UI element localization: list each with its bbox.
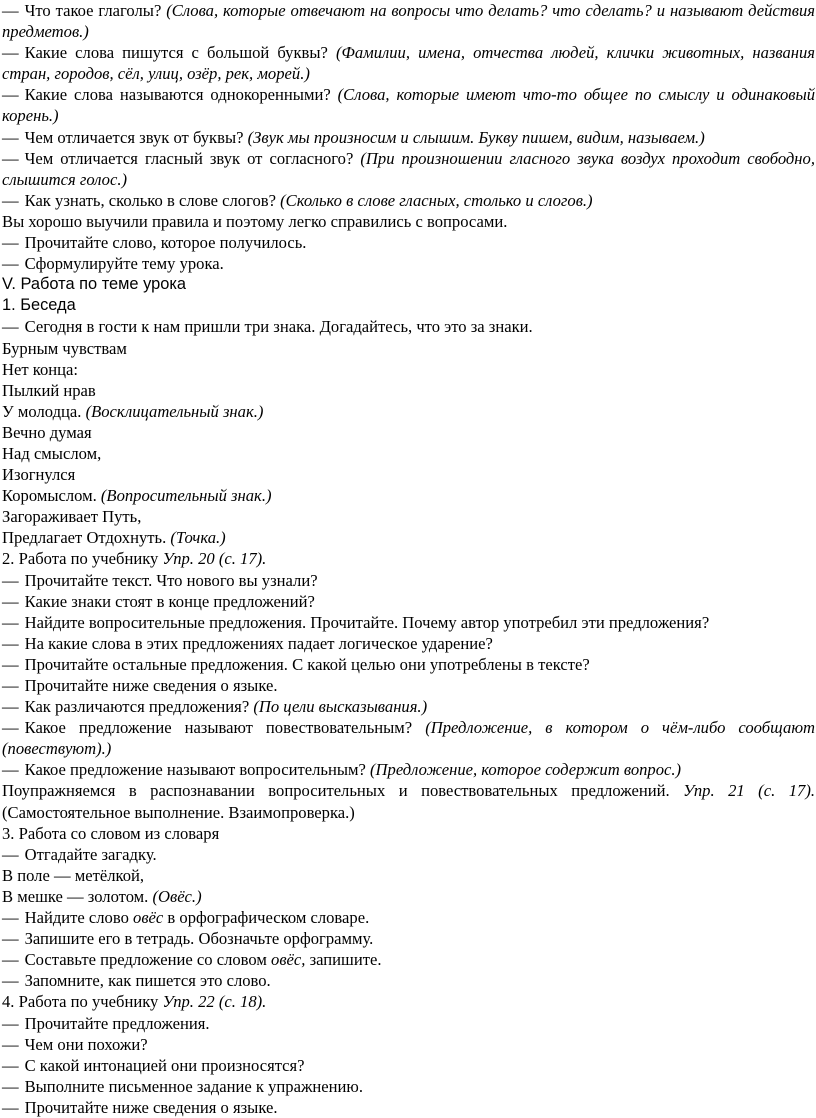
item-text: запишите. — [309, 950, 382, 970]
dash: — — [2, 1, 19, 20]
list-item — [2, 232, 815, 253]
list-item — [2, 612, 815, 633]
riddle-line — [2, 401, 815, 422]
dash: — — [2, 85, 19, 105]
dash: — — [2, 1034, 19, 1054]
subsection-heading — [2, 991, 815, 1012]
highlight-word: овёс — [133, 908, 164, 928]
qa-item — [2, 717, 815, 759]
question: Как узнать, сколько в слове слогов? — [24, 190, 276, 210]
riddle-answer: (Точка.) — [170, 528, 226, 548]
dash: — — [2, 127, 19, 147]
praise-text: Вы хорошо выучили правила и поэтому легко справились с вопросами. — [2, 211, 508, 231]
list-item — [2, 675, 815, 696]
list-item — [2, 928, 815, 949]
riddle-text: У молодца. — [2, 401, 82, 421]
list-item — [2, 570, 815, 591]
item-text: Прочитайте ниже сведения о языке. — [24, 676, 278, 695]
answer: (Предложение, которое содержит вопрос.) — [370, 760, 682, 780]
riddle-line: Нет конца: — [2, 359, 79, 379]
answer: (Фамилии, имена, отчества людей, клички животных, названия стран, городов, сёл, улиц, озёр, рек, морей.) — [2, 43, 815, 84]
riddle-answer: (Вопросительный знак.) — [100, 486, 272, 506]
dash: — — [2, 570, 19, 590]
list-item — [2, 654, 815, 675]
qa-item — [2, 0, 815, 42]
answer: (Сколько в слове гласных, столько и слогов.) — [280, 190, 593, 210]
riddle-answer: (Восклицательный знак.) — [85, 401, 264, 421]
dash: — — [2, 718, 19, 738]
item-text: Найдите слово — [24, 908, 129, 928]
riddle-line: Над смыслом, — [2, 443, 102, 463]
dash: — — [2, 1013, 19, 1033]
item-text: Выполните письменное задание к упражнению. — [24, 1076, 363, 1096]
heading-text: 2. Работа по учебнику — [2, 549, 159, 569]
riddle-text: Коромыслом. — [2, 486, 97, 506]
dash: — — [2, 254, 19, 274]
list-item — [2, 316, 815, 337]
qa-item — [2, 84, 815, 126]
item-text: Запомните, как пишется это слово. — [24, 971, 271, 991]
exercise-ref: Упр. 20 (с. 17). — [162, 549, 267, 569]
dash: — — [2, 43, 19, 63]
riddle-line: Вечно думая — [2, 422, 92, 442]
riddle-line: Загораживает Путь, — [2, 507, 142, 527]
qa-item — [2, 42, 815, 84]
list-item — [2, 1013, 815, 1034]
question: Чем отличается гласный звук от согласного? — [24, 148, 354, 168]
dash: — — [2, 760, 19, 780]
item-text: На какие слова в этих предложениях падает логическое ударение? — [24, 633, 493, 653]
answer: (Звук мы произносим и слышим. Букву пишем, видим, называем.) — [247, 127, 705, 147]
dash: — — [2, 844, 19, 864]
list-item — [2, 1055, 815, 1076]
question: Какие слова пишутся с большой буквы? — [24, 43, 328, 63]
item-text: Сегодня в гости к нам пришли три знака. Догадайтесь, что это за знаки. — [24, 317, 533, 337]
riddle-text: Предлагает Отдохнуть. — [2, 528, 167, 548]
qa-item — [2, 148, 815, 190]
practice-text: Поупражняемся в распознавании вопросительных и повествовательных предложений. — [2, 781, 670, 801]
item-text: Составьте предложение со словом — [24, 950, 267, 970]
dash: — — [2, 1076, 19, 1096]
dash: — — [2, 148, 19, 168]
list-item — [2, 970, 815, 991]
answer: (При произношении гласного звука воздух проходит свободно, слышится голос.) — [2, 148, 815, 189]
list-item — [2, 591, 815, 612]
dash: — — [2, 317, 19, 337]
dash: — — [2, 1055, 19, 1075]
item-text: Отгадайте загадку. — [24, 844, 157, 864]
practice-paragraph — [2, 780, 815, 822]
subsection-heading: 1. Беседа — [2, 296, 76, 315]
item-text: Прочитайте слово, которое получилось. — [24, 233, 307, 253]
riddle-text: В мешке — золотом. — [2, 886, 149, 906]
question: Что такое глаголы? — [24, 1, 162, 20]
riddle-line: В поле — метёлкой, — [2, 865, 145, 885]
dash: — — [2, 697, 19, 717]
answer: (Слова, которые отвечают на вопросы что делать? что сделать? и называют действия предметов.) — [2, 1, 815, 42]
item-text: Прочитайте предложения. — [24, 1013, 210, 1033]
dash: — — [2, 929, 19, 949]
item-text: Чем они похожи? — [24, 1034, 148, 1054]
item-text: Прочитайте текст. Что нового вы узнали? — [24, 570, 318, 590]
riddle-line — [2, 527, 815, 548]
dash: — — [2, 612, 19, 632]
answer: (Слова, которые имеют что-то общее по смыслу и одинаковый корень.) — [2, 85, 815, 126]
item-text: Найдите вопросительные предложения. Прочитайте. Почему автор употребил эти предложения? — [24, 612, 710, 632]
subsection-heading — [2, 548, 815, 569]
exercise-ref: Упр. 22 (с. 18). — [162, 992, 267, 1012]
dash: — — [2, 1097, 19, 1117]
list-item — [2, 1076, 815, 1097]
dash: — — [2, 633, 19, 653]
section-heading: V. Работа по теме урока — [2, 275, 186, 294]
list-item — [2, 1097, 815, 1118]
qa-item — [2, 127, 815, 148]
practice-note: (Самостоятельное выполнение. Взаимопроверка.) — [2, 802, 355, 822]
list-item — [2, 633, 815, 654]
qa-item — [2, 190, 815, 211]
list-item — [2, 844, 815, 865]
riddle-line — [2, 886, 815, 907]
list-item — [2, 949, 815, 970]
question: Чем отличается звук от буквы? — [24, 127, 244, 147]
item-text: Какие знаки стоят в конце предложений? — [24, 591, 315, 611]
item-text: Прочитайте остальные предложения. С какой целью они употреблены в тексте? — [24, 654, 590, 674]
dash: — — [2, 908, 19, 928]
list-item — [2, 253, 815, 274]
dash: — — [2, 950, 19, 970]
qa-item — [2, 759, 815, 780]
item-text: Прочитайте ниже сведения о языке. — [24, 1097, 278, 1117]
riddle-line: Бурным чувствам — [2, 338, 127, 358]
dash: — — [2, 233, 19, 253]
answer: (Предложение, в котором о чём-либо сообщают (повествуют).) — [2, 718, 816, 759]
answer: (По цели высказывания.) — [253, 697, 428, 717]
highlight-word: овёс, — [271, 950, 306, 970]
item-text: в орфографическом словаре. — [167, 908, 370, 928]
item-text: Запишите его в тетрадь. Обозначьте орфограмму. — [24, 929, 374, 949]
question: Какое предложение называют вопросительным? — [24, 760, 366, 780]
question: Какие слова называются однокоренными? — [24, 85, 331, 105]
subsection-heading: 3. Работа со словом из словаря — [2, 823, 220, 843]
item-text: Сформулируйте тему урока. — [24, 254, 224, 274]
question: Как различаются предложения? — [24, 697, 250, 717]
riddle-answer: (Овёс.) — [152, 886, 202, 906]
dash: — — [2, 591, 19, 611]
list-item — [2, 907, 815, 928]
item-text: С какой интонацией они произносятся? — [24, 1055, 305, 1075]
dash: — — [2, 654, 19, 674]
dash: — — [2, 971, 19, 991]
riddle-line — [2, 485, 815, 506]
heading-text: 4. Работа по учебнику — [2, 992, 159, 1012]
riddle-line: Пылкий нрав — [2, 380, 96, 400]
dash: — — [2, 676, 19, 695]
dash: — — [2, 190, 19, 210]
question: Какое предложение называют повествовательным? — [24, 718, 413, 738]
qa-item — [2, 696, 815, 717]
list-item — [2, 1034, 815, 1055]
exercise-ref: Упр. 21 (с. 17). — [683, 781, 815, 801]
riddle-line: Изогнулся — [2, 465, 76, 485]
